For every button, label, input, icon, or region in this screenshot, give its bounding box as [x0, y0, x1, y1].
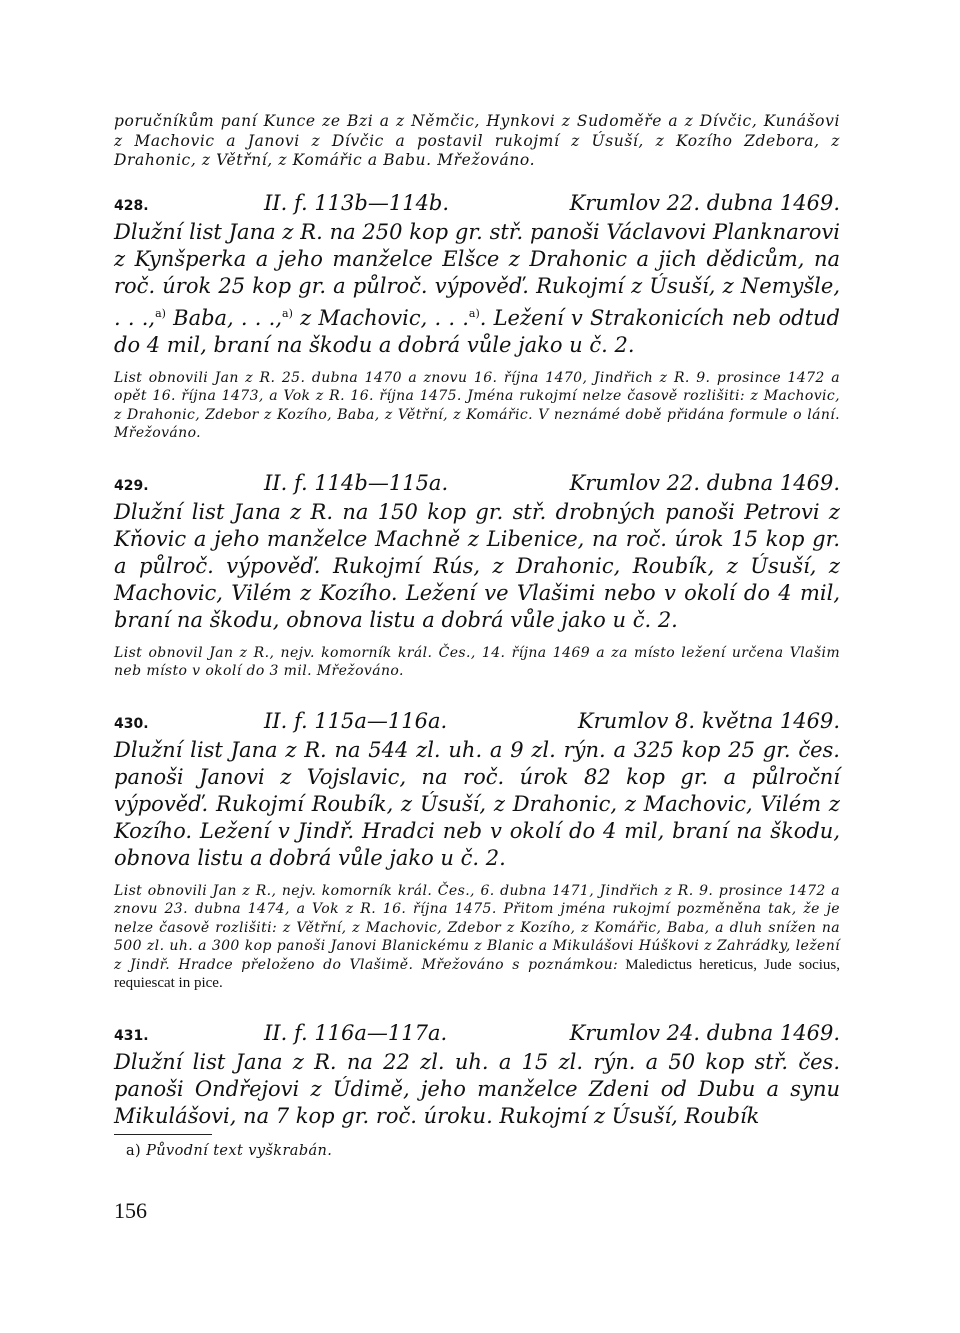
entry-date: Krumlov 24. dubna 1469. — [569, 1020, 840, 1045]
entry-431 — [114, 1021, 840, 1130]
entry-428 — [114, 191, 840, 443]
entry-folio: II. f. 116a—117a. — [264, 1020, 448, 1045]
entry-body: Dlužní list Jana z R. na 544 zl. uh. a 9 zl. rýn. a 325 kop 25 gr. čes. panoši Janovi z Vojslavic, na roč. úrok 82 kop gr. a půlroční výpověď. Rukojmí Roubík, z Úsuší, z Drahonic, z Machovic, Vilém z Kozího. Ležení v Jindř. Hradci neb v okolí do 4 mil, braní na škodu, obnova listu a dobrá vůle jako u č. 2. — [114, 737, 840, 870]
entry-number: 430. — [114, 715, 149, 732]
entry-429 — [114, 471, 840, 681]
entry-header — [114, 191, 840, 215]
entry-body-part: z Machovic, . . . — [292, 305, 469, 330]
footnote-divider — [114, 1134, 212, 1135]
entry-number: 429. — [114, 477, 149, 494]
footnote-mark: a) — [126, 1142, 142, 1159]
entry-date: Krumlov 22. dubna 1469. — [569, 470, 840, 495]
entry-folio: II. f. 113b—114b. — [264, 190, 450, 215]
entry-header — [114, 709, 840, 733]
page-number: 156 — [114, 1198, 147, 1223]
entry-header — [114, 471, 840, 495]
entry-note-quote: Maledictus hereticus, Jude socius, requiescat in pice. — [114, 956, 840, 991]
entry-folio: II. f. 114b—115a. — [264, 470, 449, 495]
entry-number: 428. — [114, 197, 149, 214]
entry-body-part: Dlužní list Jana z R. na 250 kop gr. stř. panoši Václavovi Planknarovi z Kynšperka a jeho manželce Elšce z Drahonic a jich dědicům, na roč. úrok 25 kop gr. a půlroč. výpověď. Rukojmí z Úsuší, z Nemyšle, . . ., — [114, 219, 840, 330]
entry-number: 431. — [114, 1027, 149, 1044]
entry-note-text: List obnovili Jan z R., nejv. komorník král. Čes., 6. dubna 1471, Jindřich z R. 9. prosince 1472 a znovu 23. dubna 1474, a Vok z R. 16. října 1475. Přitom jména rukojmí pozměněna tak, že je nelze časově rozlišiti: z Větřní, z Machovic, Zdebor z Kozího, z Komářic, Baba, a dluh snížen na 500 zl. uh. a 300 kop panoši Janovi Blanickému z Blanic a Mikulášovi Húškovi z Zahrádky, ležení z Jindř. Hradce přeloženo do Vlašimě. Mřežováno s poznámkou: — [114, 882, 840, 973]
entry-date: Krumlov 22. dubna 1469. — [569, 190, 840, 215]
entry-note — [114, 882, 840, 993]
entry-body — [114, 219, 840, 359]
entry-430 — [114, 709, 840, 993]
footnote-ref: a) — [282, 306, 293, 320]
footnote-ref: a) — [468, 306, 480, 320]
entry-note: List obnovili Jan z R. 25. dubna 1470 a znovu 16. října 1470, Jindřich z R. 9. prosince 1472 a opět 16. října 1473, a Vok z R. 16. října 1475. Jména rukojmí nelze časově rozlišiti: z Machovic, z Drahonic, Zdebor z Kozího, Baba, z Větřní, z Komářic. V neznámé době přidána formule o lání. Mřežováno. — [114, 369, 840, 441]
entry-body: Dlužní list Jana z R. na 22 zl. uh. a 15 zl. rýn. a 50 kop stř. čes. panoši Ondřejovi z Údimě, jeho manželce Zdeni od Dubu a synu Mikulášovi, na 7 kop gr. roč. úroku. Rukojmí z Úsuší, Roubík — [114, 1049, 840, 1128]
entry-body: Dlužní list Jana z R. na 150 kop gr. stř. drobných panoši Petrovi z Kňovic a jeho manželce Machně z Libenice, na roč. úrok 15 kop gr. a půlroč. výpověď. Rukojmí Rús, z Drahonic, Roubík, z Úsuší, z Machovic, Vilém z Kozího. Ležení ve Vlašimi nebo v okolí do 4 mil, braní na škodu, obnova listu a dobrá vůle jako u č. 2. — [114, 499, 840, 632]
entry-header — [114, 1021, 840, 1045]
entry-note: List obnovil Jan z R., nejv. komorník král. Čes., 14. října 1469 a za místo ležení určena Vlašim neb místo v okolí do 3 mil. Mřežováno. — [114, 644, 840, 679]
footnote — [126, 1143, 840, 1159]
footnote-text: Původní text vyškrabán. — [146, 1142, 333, 1159]
entry-body-part: Baba, . . ., — [165, 305, 283, 330]
entry-body-part: . Ležení v Strakonicích neb odtud do 4 mil, braní na škodu a dobrá vůle jako u č. 2. — [114, 305, 840, 357]
entry-folio: II. f. 115a—116a. — [264, 708, 448, 733]
footnote-ref: a) — [155, 306, 166, 320]
intro-paragraph: poručníkům paní Kunce ze Bzi a z Němčic, Hynkovi z Sudoměře a z Dívčic, Kunášovi z Machovic a Janovi z Dívčic a postavil rukojmí z Úsuší, z Kozího Zdebora, z Drahonic, z Větřní, z Komářic a Babu. Mřežováno. — [114, 112, 840, 169]
page-content — [114, 112, 840, 1159]
entry-date: Krumlov 8. května 1469. — [577, 708, 840, 733]
